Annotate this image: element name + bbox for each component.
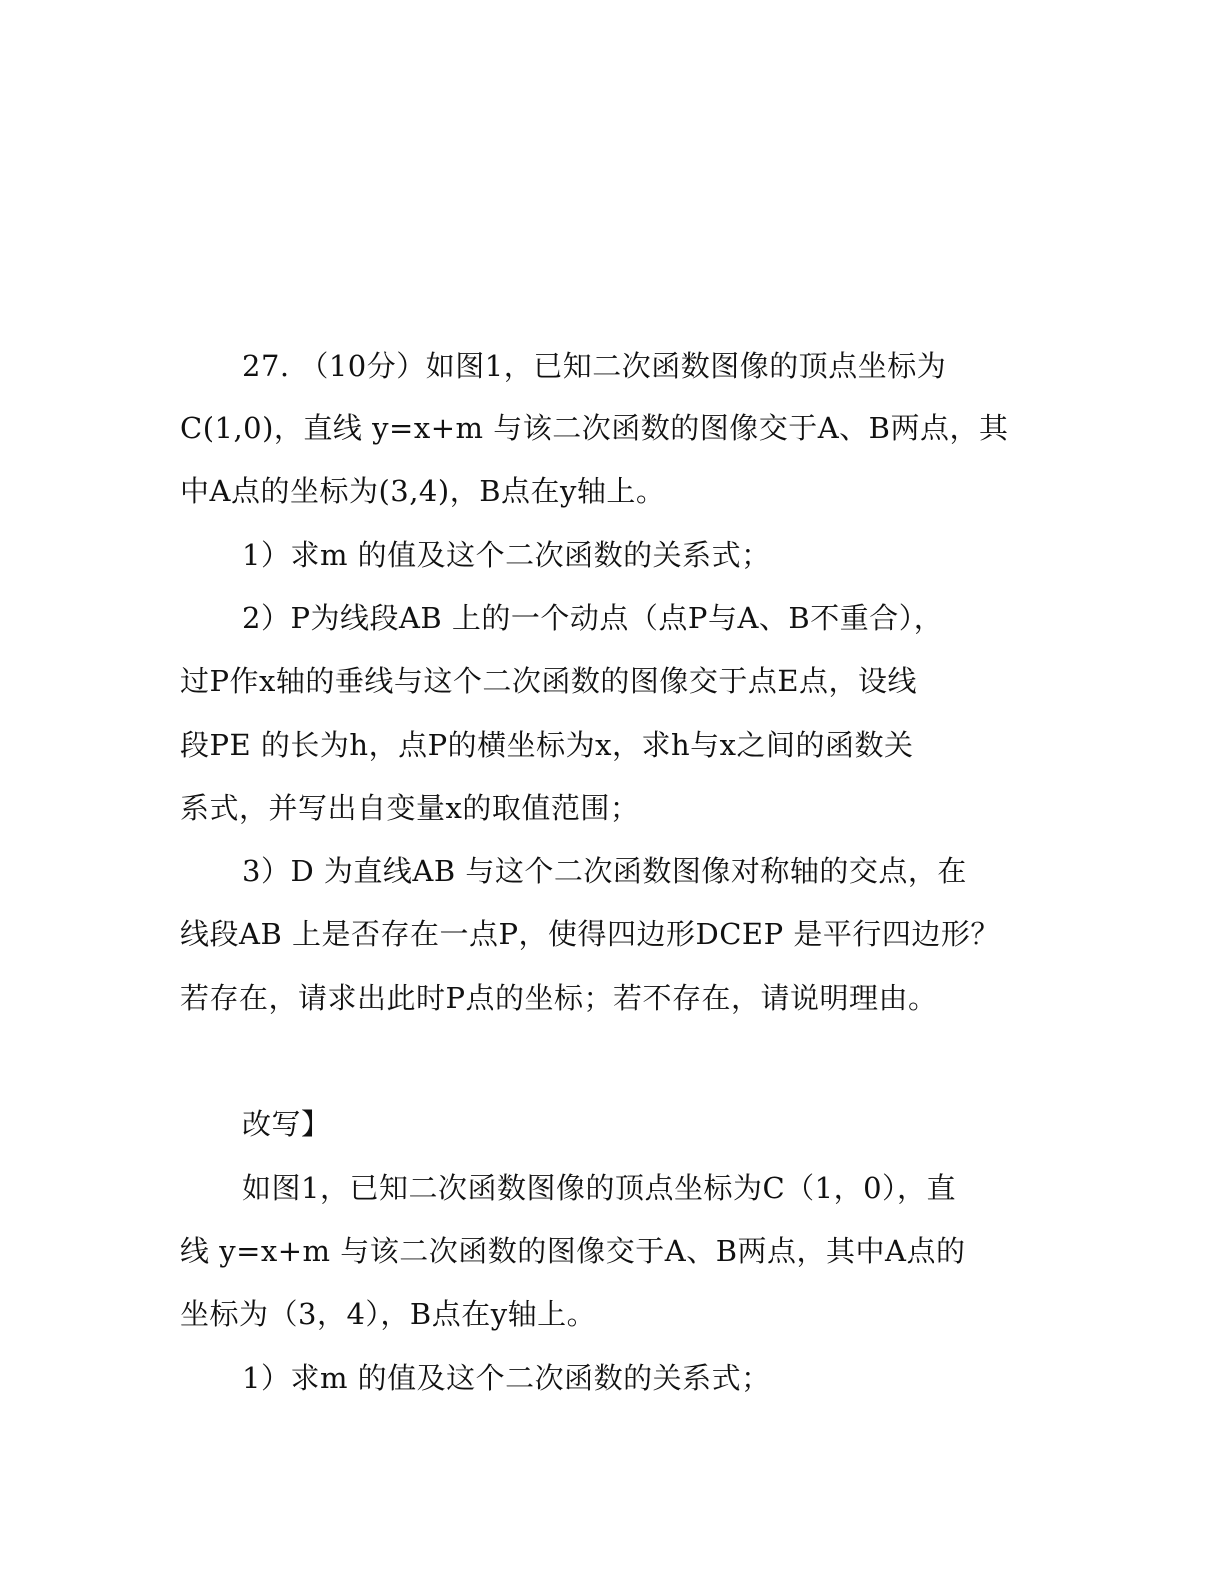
problem-part-2-line-4: 系式，并写出自变量x的取值范围；: [180, 791, 640, 825]
problem-part-2-line-1: 2）P为线段AB 上的一个动点（点P与A、B不重合），: [242, 601, 944, 635]
problem-line-1: 27. （10分）如图1，已知二次函数图像的顶点坐标为: [242, 349, 947, 383]
rewrite-line-1: 如图1，已知二次函数图像的顶点坐标为C（1，0），直: [242, 1171, 957, 1205]
problem-part-3-line-2: 线段AB 上是否存在一点P，使得四边形DCEP 是平行四边形？: [180, 917, 1000, 951]
problem-part-3-line-3: 若存在，请求出此时P点的坐标；若不存在，请说明理由。: [180, 981, 938, 1015]
rewrite-heading: 改写】: [242, 1107, 331, 1141]
problem-part-2-line-3: 段PE 的长为h，点P的横坐标为x，求h与x之间的函数关: [180, 728, 914, 762]
problem-line-2: C(1,0)，直线 y=x+m 与该二次函数的图像交于A、B两点，其: [180, 411, 1009, 445]
problem-line-3: 中A点的坐标为(3,4)，B点在y轴上。: [180, 474, 666, 508]
problem-part-3-line-1: 3）D 为直线AB 与这个二次函数图像对称轴的交点，在: [242, 854, 967, 888]
rewrite-part-1: 1）求m 的值及这个二次函数的关系式；: [242, 1361, 771, 1395]
problem-part-2-line-2: 过P作x轴的垂线与这个二次函数的图像交于点E点，设线: [180, 664, 918, 698]
rewrite-line-2: 线 y=x+m 与该二次函数的图像交于A、B两点，其中A点的: [180, 1234, 966, 1268]
rewrite-line-3: 坐标为（3，4），B点在y轴上。: [180, 1297, 597, 1331]
problem-part-1: 1）求m 的值及这个二次函数的关系式；: [242, 538, 771, 572]
